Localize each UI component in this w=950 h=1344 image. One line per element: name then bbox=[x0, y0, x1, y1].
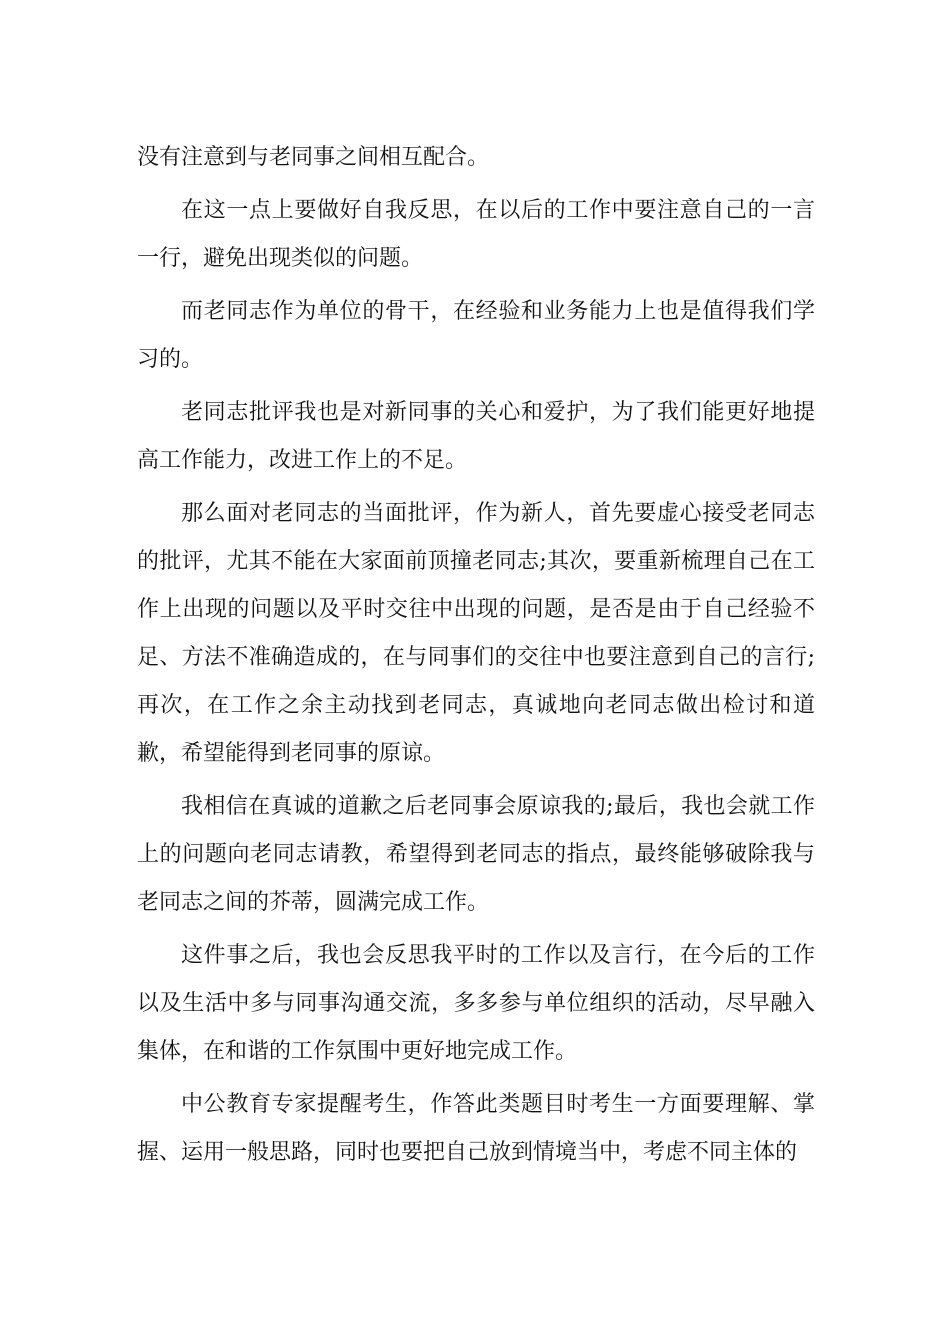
paragraph-7: 这件事之后，我也会反思我平时的工作以及言行，在今后的工作以及生活中多与同事沟通交流，多多参与单位组织的活动，尽早融入集体，在和谐的工作氛围中更好地完成工作。 bbox=[137, 943, 815, 1064]
paragraph-3: 而老同志作为单位的骨干，在经验和业务能力上也是值得我们学习的。 bbox=[137, 299, 815, 372]
paragraph-4: 老同志批评我也是对新同事的关心和爱护，为了我们能更好地提高工作能力，改进工作上的不足。 bbox=[137, 400, 815, 473]
paragraph-1: 没有注意到与老同事之间相互配合。 bbox=[137, 145, 490, 170]
paragraph-8: 中公教育专家提醒考生，作答此类题目时考生一方面要理解、掌握、运用一般思路，同时也要把自己放到情境当中，考虑不同主体的 bbox=[137, 1092, 815, 1165]
paragraph-2: 在这一点上要做好自我反思，在以后的工作中要注意自己的一言一行，避免出现类似的问题。 bbox=[137, 198, 815, 271]
paragraph-5: 那么面对老同志的当面批评，作为新人，首先要虚心接受老同志的批评，尤其不能在大家面前顶撞老同志;其次，要重新梳理自己在工作上出现的问题以及平时交往中出现的问题，是否是由于自己经验不足、方法不准确造成的，在与同事们的交往中也要注意到自己的言行;再次，在工作之余主动找到老同志，真诚地向老同志做出检讨和道歉，希望能得到老同事的原谅。 bbox=[137, 501, 815, 766]
document-body bbox=[137, 134, 815, 1177]
paragraph-6: 我相信在真诚的道歉之后老同事会原谅我的;最后，我也会就工作上的问题向老同志请教，希望得到老同志的指点，最终能够破除我与老同志之间的芥蒂，圆满完成工作。 bbox=[137, 794, 815, 915]
